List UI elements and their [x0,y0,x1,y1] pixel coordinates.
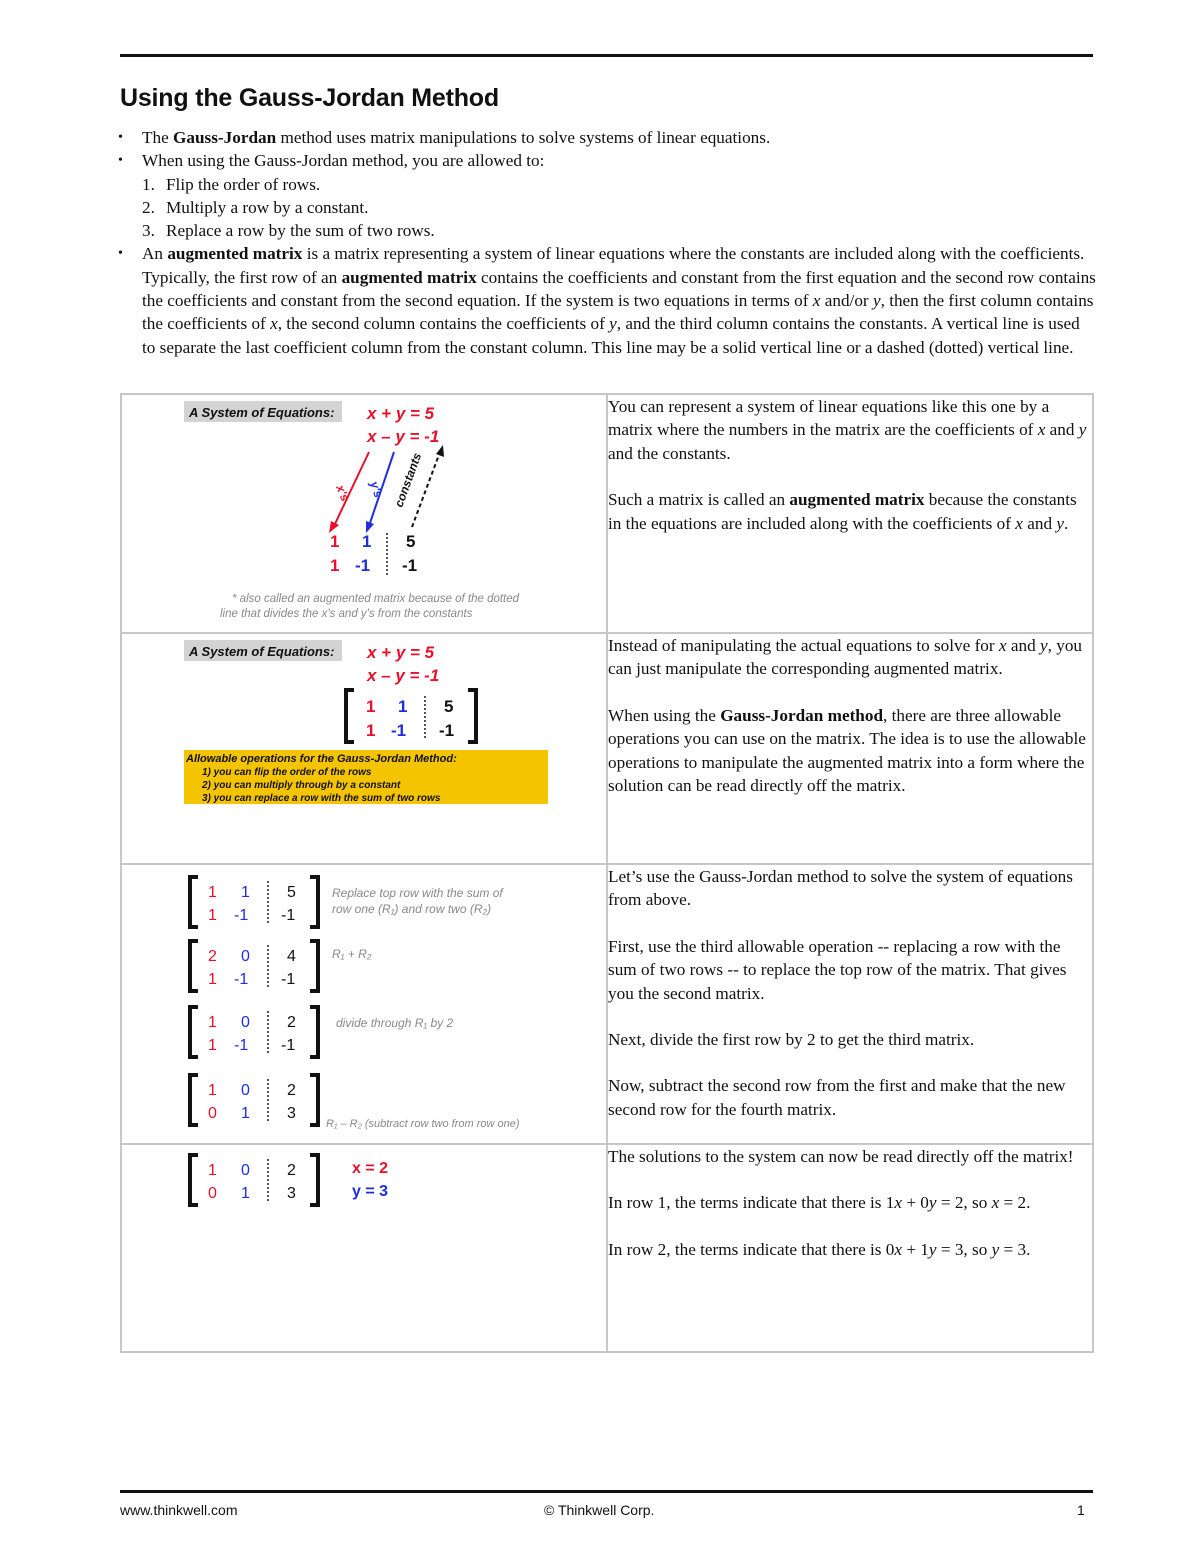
solution-x: x = 2 [352,1160,389,1177]
bracket-left [346,690,354,742]
matrix-cell: -1 [391,721,407,740]
matrix-cell: 1 [398,697,408,716]
paragraph: Now, subtract the second row from the first and make that the new second row for the fourth matrix. [608,1076,1066,1119]
bracket-right [468,690,476,742]
matrix-cell: 1 [241,1185,250,1202]
operation-item: 3) you can replace a row with the sum of two rows [202,793,441,804]
matrix-step-2 [190,941,318,991]
header-rule [120,54,1093,57]
table-row [121,1144,1093,1352]
explanation-cell [607,394,1093,633]
equation-2: x – y = -1 [367,666,440,685]
page-number: 1 [1077,1502,1085,1518]
matrix-cell: 0 [241,1014,250,1031]
operation-item: 1) you can flip the order of the rows [202,767,372,778]
paragraph: You can represent a system of linear equations like this one by a matrix where the numbers in the matrix are the coefficients of x and y and the constants. [608,397,1087,463]
step-note: divide through R₁ by 2 [336,1016,454,1030]
matrix-cell: -1 [402,556,418,575]
operations-title: Allowable operations for the Gauss-Jordan Method: [186,753,457,765]
figure-allowable-operations [121,633,607,864]
matrix-cell: 1 [241,884,250,901]
explanation-table [120,393,1094,1353]
footer-website: www.thinkwell.com [120,1502,238,1518]
bracket-right [310,877,318,927]
intro-list [118,126,1096,359]
matrix-cell: 2 [208,948,217,965]
matrix-cell: 1 [330,532,340,551]
arrow-label-constants: constants [391,450,425,510]
solution-y: y = 3 [352,1183,389,1200]
bullet-augmented-matrix: • An augmented matrix is a matrix representing a system of linear equations where the constants are included along with the coefficients. Typically, the first row of an augmented matrix contains the coefficients and constant from the first equation and the second row contains the coefficients and constant from the second equation. If the system is two equations in terms of x and/or y, then the first column contains the coefficients of x, the second column contains the coefficients of y, and the third column contains the constants. A vertical line is used to separate the last coefficient column from the constant column. This line may be a solid vertical line or a dashed (dotted) vertical line. [118,242,1096,358]
arrowhead-constants [436,445,444,457]
matrix-cell: 1 [241,1105,250,1122]
step-note: Replace top row with the sum of [332,886,503,900]
matrix-cell: -1 [281,971,296,988]
table-row [121,394,1093,633]
bracket-right [310,941,318,991]
equation-1: x + y = 5 [367,404,435,423]
figure-row-operations [121,864,607,1144]
paragraph: Let’s use the Gauss-Jordan method to solve the system of equations from above. [608,867,1073,910]
matrix-cell: 4 [287,948,296,965]
bracket-right [310,1155,318,1205]
matrix-cell: 1 [208,1082,217,1099]
paragraph: First, use the third allowable operation -- replacing a row with the sum of two rows -- to replace the top row of the matrix. That gives you the second matrix. [608,936,1067,1003]
paragraph: When using the Gauss-Jordan method, there are three allowable operations you can use on the matrix. The idea is to use the allowable operations to manipulate the augmented matrix into a form where the solution can be read directly off the matrix. [608,705,1086,796]
matrix-cell: 2 [287,1162,296,1179]
figure-label: A System of Equations: [189,405,335,420]
matrix-cell: 3 [287,1185,296,1202]
bullet-allowed: • When using the Gauss-Jordan method, you are allowed to: 1. Flip the order of rows. 2. Multiply a row by a constant. 3. Replace a row by the sum of two rows. [118,149,1096,242]
figure-note: line that divides the x's and y's from the constants [220,608,473,620]
operation-item: 1. Flip the order of rows. [142,174,321,194]
table-row [121,633,1093,864]
bracket-left [190,1075,198,1125]
equation-1: x + y = 5 [367,643,435,662]
matrix-cell: 1 [208,971,217,988]
equation-2: x – y = -1 [367,427,440,446]
matrix-cell: 1 [208,907,217,924]
figure-solution [121,1144,607,1352]
table-row [121,864,1093,1144]
operation-item: 3. Replace a row by the sum of two rows. [142,221,435,241]
bracket-right [310,1007,318,1057]
matrix-cell: 0 [241,948,250,965]
matrix-step-3 [190,1007,318,1057]
matrix-cell: 2 [287,1014,296,1031]
matrix-cell: -1 [355,556,371,575]
matrix-cell: -1 [281,907,296,924]
operation-item: 2) you can multiply through by a constant [202,780,401,791]
matrix-cell: 5 [406,532,416,551]
explanation-cell [607,864,1093,1144]
matrix-cell: 1 [362,532,372,551]
matrix-cell: 1 [366,697,376,716]
footer-rule [120,1490,1093,1493]
bracket-left [190,1007,198,1057]
bullet-gauss-jordan: • The Gauss-Jordan method uses matrix manipulations to solve systems of linear equations. [118,126,1096,149]
matrix-cell: 1 [330,556,340,575]
matrix-cell: 0 [241,1162,250,1179]
matrix-cell: 0 [241,1082,250,1099]
footer-copyright: © Thinkwell Corp. [544,1502,655,1518]
matrix-cell: 2 [287,1082,296,1099]
augmented-matrix [346,690,476,742]
step-note: row one (R₁) and row two (R₂) [332,902,492,916]
operation-item: 2. Multiply a row by a constant. [142,197,369,217]
figure-system-of-equations [121,394,607,633]
paragraph: Such a matrix is called an augmented matrix because the constants in the equations are included along with the coefficients of x and y. [608,490,1077,533]
matrix-step-1 [190,877,318,927]
matrix-cell: 0 [208,1105,217,1122]
matrix-cell: -1 [281,1037,296,1054]
matrix-cell: 3 [287,1105,296,1122]
paragraph: Next, divide the first row by 2 to get the third matrix. [608,1030,975,1050]
matrix-cell: 1 [366,721,376,740]
matrix-step-4 [190,1075,318,1125]
matrix-cell: 1 [208,884,217,901]
matrix-cell: 1 [208,1037,217,1054]
explanation-cell [607,1144,1093,1352]
matrix-cell: 5 [444,697,454,716]
matrix-cell: -1 [234,1037,249,1054]
arrow-label-x: x's [333,482,353,504]
bracket-right [310,1075,318,1125]
matrix-cell: 5 [287,884,296,901]
paragraph: In row 2, the terms indicate that there is 0x + 1y = 3, so y = 3. [608,1239,1031,1259]
figure-note: * also called an augmented matrix because of the dotted [232,593,520,605]
arrow-label-y: y's [367,479,386,500]
paragraph: The solutions to the system can now be read directly off the matrix! [608,1147,1074,1166]
explanation-cell [607,633,1093,864]
allowed-operations-list [142,173,1096,243]
matrix-cell: -1 [234,971,249,988]
step-note: R₁ + R₂ [332,947,372,961]
bracket-left [190,1155,198,1205]
figure-label: A System of Equations: [189,644,335,659]
augmented-matrix [330,532,417,575]
matrix-cell: -1 [439,721,455,740]
paragraph: In row 1, the terms indicate that there is 1x + 0y = 2, so x = 2. [608,1193,1031,1213]
final-matrix [190,1155,318,1205]
bracket-left [190,941,198,991]
matrix-cell: 1 [208,1014,217,1031]
bracket-left [190,877,198,927]
matrix-cell: 1 [208,1162,217,1179]
paragraph: Instead of manipulating the actual equations to solve for x and y, you can just manipulate the corresponding augmented matrix. [608,636,1082,679]
page-title: Using the Gauss-Jordan Method [120,84,499,112]
step-note: R₁ – R₂ (subtract row two from row one) [326,1118,520,1130]
matrix-cell: 0 [208,1185,217,1202]
matrix-cell: -1 [234,907,249,924]
